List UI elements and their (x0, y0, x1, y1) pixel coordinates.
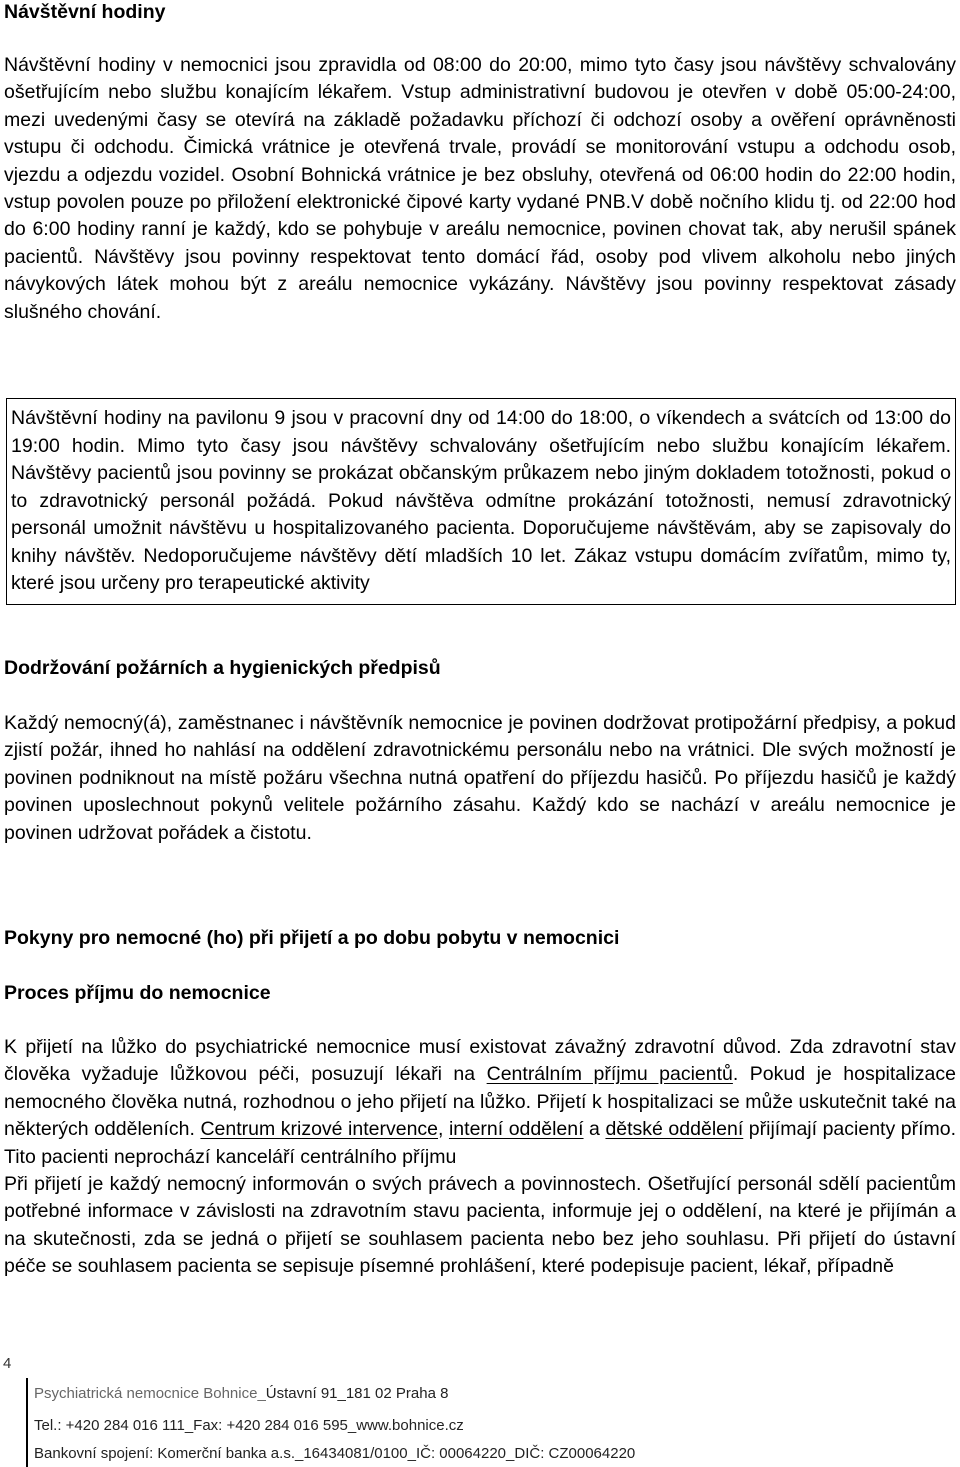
admission-paragraph-2: Při přijetí je každý nemocný informován o svých právech a povinnostech. Ošetřující personál sdělí pacientům potřebné informace v závislosti na zdravotním stavu pacienta, informuje jej o oddělení, na které je přijímán a na skutečnosti, zda se jedná o přijetí se souhlasem pacienta nebo bez jeho souhlasu. Při přijetí do ústavní péče se souhlasem pacienta se sepisuje písemné prohlášení, které podepisuje pacient, lékař, případně (4, 1173, 956, 1278)
visiting-body (4, 52, 956, 326)
pavilion-paragraph: Návštěvní hodiny na pavilonu 9 jsou v pracovní dny od 14:00 do 18:00, o víkendech a svátcích od 13:00 do 19:00 hodin. Mimo tyto časy jsou návštěvy schvalovány ošetřujícím nebo službu konajícím lékařem. Návštěvy pacientů jsou povinny se prokázat občanským průkazem nebo jiným dokladem totožnosti, pokud o to zdravotnický personál požádá. Pokud návštěva odmítne prokázání totožnosti, nemusí zdravotnický personál umožnit návštěvu u hospitalizovaného pacienta. Doporučujeme návštěvám, aby se zapisovaly do knihy návštěv. Nedoporučujeme návštěvy dětí mladších 10 let. Zákaz vstupu domácím zvířatům, mimo ty, které jsou určeny pro terapeutické aktivity (11, 407, 951, 594)
visiting-heading: Návštěvní hodiny (4, 1, 166, 23)
link-child-department[interactable]: dětské oddělení (605, 1118, 744, 1141)
link-crisis-intervention[interactable]: Centrum krizové intervence (200, 1118, 439, 1141)
admission-subsection (4, 979, 956, 1007)
visiting-paragraph: Návštěvní hodiny v nemocnici jsou zpravidla od 08:00 do 20:00, mimo tyto časy jsou návštěvy schvalovány ošetřujícím nebo službu konajícím lékařem. Vstup administrativní budovou je otevřen v době 05:00-24:00, mezi uvedenými časy se otevírá na základě požadavku příchozí či odchozí osoby a ověření oprávněnosti vstupu či odchodu. Čimická vrátnice je otevřená trvale, provádí se monitorování vstupu a odchodu osob, vjezdu a odjezdu vozidel. Osobní Bohnická vrátnice je bez obsluhy, otevřená od 06:00 hodin do 22:00 hodin, vstup povolen pouze po přiložení elektronické čipové karty vydané PNB.V době nočního klidu tj. od 22:00 hod do 6:00 hodiny ranní je každý, kdo se pohybuje v areálu nemocnice, povinen chovat tak, aby nerušil spánek pacientů. Návštěvy jsou povinny respektovat tento domácí řád, osoby pod vlivem alkoholu nebo jiných návykových látek mohou být z areálu nemocnice vykázány. Návštěvy jsou povinny respektovat zásady slušného chování. (4, 54, 956, 323)
pavilion-visiting-box (6, 398, 956, 605)
fire-body (4, 710, 956, 847)
footer-org: Psychiatrická nemocnice Bohnice_ (34, 1385, 266, 1402)
admission-text: a (583, 1118, 606, 1141)
link-central-admission[interactable]: Centrálním příjmu pacientů (486, 1063, 733, 1086)
footer-address: Ústavní 91_181 02 Praha 8 (265, 1385, 449, 1402)
admission-text: přijímají pacienty přímo. Tito pacienti neprochází kanceláří centrálního příjmu (4, 1118, 957, 1168)
footer-contact: Tel.: +420 284 016 111_Fax: +420 284 016 595_www.bohnice.cz (34, 1417, 464, 1434)
admission-text: , (438, 1118, 449, 1141)
admission-subheading: Proces příjmu do nemocnice (4, 982, 271, 1004)
page-number: 4 (3, 1355, 12, 1372)
fire-section (4, 654, 956, 682)
admission-text: K přijetí na lůžko do psychiatrické nemocnice musí existovat závažný zdravotní důvod. Zda zdravotní stav člověka vyžaduje lůžkovou péči, posuzují lékaři na (4, 1036, 956, 1086)
admission-heading: Pokyny pro nemocné (ho) při přijetí a po dobu pobytu v nemocnici (4, 927, 620, 949)
footer-bank: Bankovní spojení: Komerční banka a.s._16434081/0100_IČ: 00064220_DIČ: CZ00064220 (34, 1445, 636, 1462)
visiting-section (4, 0, 956, 26)
admission-text: . Pokud je hospitalizace nemocného člověka nutná, rozhodnou o jeho přijetí na lůžko. Přijetí k hospitalizaci se může uskutečnit také na některých odděleních. (4, 1063, 956, 1141)
footer (26, 1378, 834, 1467)
fire-heading: Dodržování požárních a hygienických předpisů (4, 657, 441, 679)
footer-address-line (34, 1384, 448, 1404)
admission-section (4, 924, 956, 952)
admission-body (4, 1034, 956, 1281)
fire-paragraph: Každý nemocný(á), zaměstnanec i návštěvník nemocnice je povinen dodržovat protipožární předpisy, a pokud zjistí požár, ihned ho nahlásí na oddělení zdravotnickému personálu nebo na vrátnici. Dle svých možností je povinen podniknout na místě požáru všechna nutná opatření do příjezdu hasičů. Po příjezdu hasičů je každý povinen uposlechnout pokynů velitele požárního zásahu. Každý kdo se nachází v areálu nemocnice je povinen udržovat pořádek a čistotu. (4, 712, 956, 844)
admission-paragraph-1 (4, 1034, 956, 1171)
link-internal-department[interactable]: interní oddělení (448, 1118, 584, 1141)
